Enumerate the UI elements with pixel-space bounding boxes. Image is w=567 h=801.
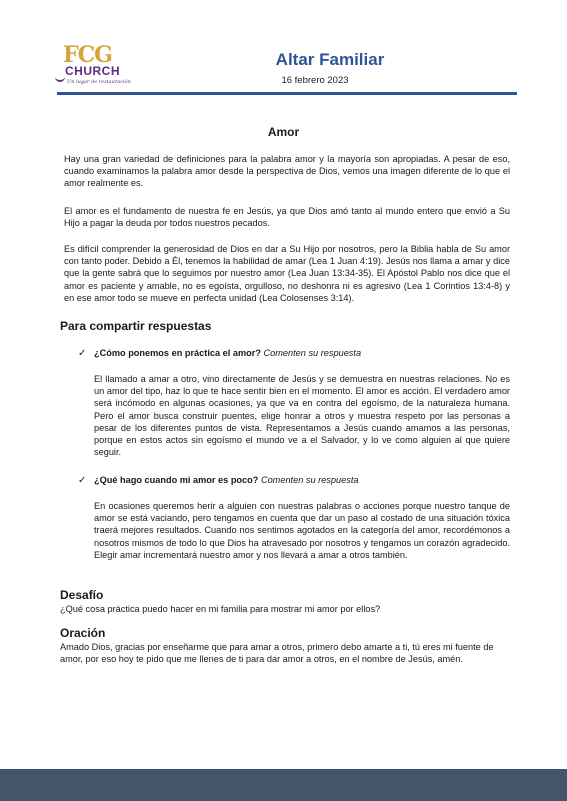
footer-bar (0, 769, 567, 801)
logo-letters: FCG (63, 42, 112, 68)
share-heading: Para compartir respuestas (60, 319, 212, 333)
intro-paragraph-1: Hay una gran variedad de definiciones para la palabra amor y la mayoría son apropiadas. A pesar de eso, cuando examinamos la palabra amor desde la perspectiva de Dios, vemos una imagen diferente de lo que el amor realmente es. (64, 154, 510, 189)
intro-paragraph-2: El amor es el fundamento de nuestra fe en Jesús, ya que Dios amó tanto al mundo entero que envió a Su Hijo a pagar la deuda por todos nuestros pecados. (64, 206, 510, 229)
checkmark-icon: ✓ (78, 475, 87, 486)
logo-tagline: Un lugar de restauración (67, 79, 131, 85)
question-1-prompt: Comenten su respuesta (263, 348, 362, 358)
document-title: Altar Familiar (275, 50, 385, 69)
question-2-text: ¿Qué hago cuando mi amor es poco? (94, 475, 259, 485)
topic-title: Amor (267, 125, 300, 139)
prayer-heading: Oración (60, 626, 106, 640)
question-1-text: ¿Cómo ponemos en práctica el amor? (94, 348, 261, 358)
logo-church-text: CHURCH (65, 64, 120, 78)
question-2 (78, 474, 358, 487)
challenge-text: ¿Qué cosa práctica puedo hacer en mi familia para mostrar mi amor por ellos? (60, 604, 381, 614)
intro-paragraph-3: Es difícil comprender la generosidad de Dios en dar a Su Hijo por nosotros, pero la Biblia habla de Su amor con tanto poder. Debido a Él, tenemos la habilidad de amar (Lea 1 Juan 4:19). Jesús nos llama a amar y dice que la gente sabrá que lo seguimos por nuestro amor (Lea Juan 13:34-35). El Apóstol Pablo nos dice que el amor es paciente y amable, no es egoísta, orgulloso, no deshonra ni es agresivo (Lea 1 Corintios 13:4-8) y en ese amor todo se mueve en perfecta unidad (Lea Colosenses 3:14). (64, 244, 510, 303)
question-1 (78, 347, 361, 360)
church-logo (55, 40, 135, 92)
answer-1: El llamado a amar a otro, vino directamente de Jesús y se demuestra en nuestras relaciones. No es un amor del tipo, haz lo que te hace sentir bien en el momento. El amor es acción. El verdadero amor será incómodo en algunas ocasiones, ya que va en contra del egoísmo, de la naturaleza humana. Pero el amor busca construir puentes, elige honrar a otros y muestra respeto por las personas a pesar de los diferentes puntos de vista. Representamos a Jesús cuando amamos a las personas, porque en estos actos sin egoísmo el mundo ve a el Salvador, y lo ve como alguien al que quiere seguir. (94, 374, 510, 458)
book-icon (55, 72, 65, 82)
challenge-heading: Desafío (60, 588, 104, 602)
answer-2: En ocasiones queremos herir a alguien con nuestras palabras o acciones porque nuestro tanque de amor se está vaciando, pero tengamos en cuenta que dar un paso al costado de una situación tóxica traerá mejores resultados. Cuando nos sentimos agotados en la categoría del amor, recordémonos a nosotros mismos de todo lo que Dios ha atravesado por nosotros y tengamos un corazón agradecido. Elegir amar incrementará nuestro amor y nos llevará a amar a otros también. (94, 501, 510, 560)
checkmark-icon: ✓ (78, 348, 87, 359)
header-divider (57, 92, 517, 95)
prayer-text: Amado Dios, gracias por enseñarme que para amar a otros, primero debo amarte a ti, tú eres mi fuente de amor, por eso hoy te pido que me llenes de ti para dar amor a otros, en el nombre de Jesús, amén. (60, 642, 494, 665)
document-date: 16 febrero 2023 (281, 75, 349, 86)
question-2-prompt: Comenten su respuesta (260, 475, 359, 485)
